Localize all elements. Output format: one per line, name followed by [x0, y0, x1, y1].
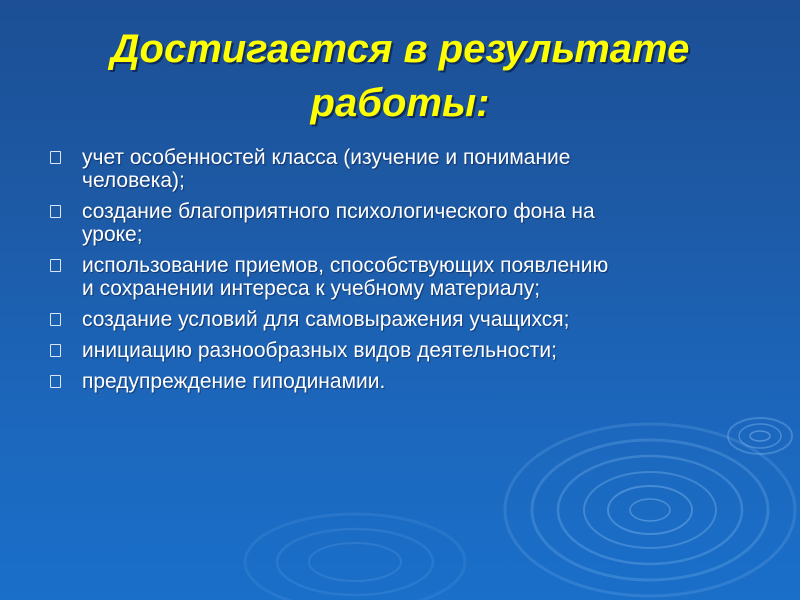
square-bullet-icon: [50, 259, 61, 272]
square-bullet-icon: [50, 205, 61, 218]
bullet-item-class-features: [48, 146, 768, 192]
bullet-text-line-1: создание условий для самовыражения учащихся;: [82, 308, 570, 331]
bullet-item-activity-variety: [48, 339, 768, 362]
bullet-item-self-expression: [48, 308, 768, 331]
bullet-item-hypodynamia-prevention: [48, 370, 768, 393]
bullet-text-line-1: инициацию разнообразных видов деятельности;: [82, 339, 557, 362]
square-bullet-icon: [50, 375, 61, 388]
slide-title: [40, 22, 760, 130]
bullet-text-line-1: использование приемов, способствующих появлению: [82, 254, 609, 277]
bullet-text-line-2: уроке;: [82, 223, 143, 246]
square-bullet-icon: [50, 313, 61, 326]
square-bullet-icon: [50, 151, 61, 164]
square-bullet-icon: [50, 344, 61, 357]
bullet-text-line-2: и сохранении интереса к учебному материалу;: [82, 277, 541, 300]
slide-title-line-2: работы:: [310, 81, 490, 125]
bullet-text-line-1: предупреждение гиподинамии.: [82, 370, 386, 393]
bullet-item-psychological-background: [48, 200, 768, 246]
bullet-text-line-1: учет особенностей класса (изучение и понимание: [82, 146, 571, 169]
slide-title-line-1: Достигается в результате: [110, 27, 690, 71]
bullet-text-line-1: создание благоприятного психологического фона на: [82, 200, 595, 223]
bullet-list: [48, 146, 768, 401]
bullet-text-line-2: человека);: [82, 169, 185, 192]
bullet-item-interest-techniques: [48, 254, 768, 300]
